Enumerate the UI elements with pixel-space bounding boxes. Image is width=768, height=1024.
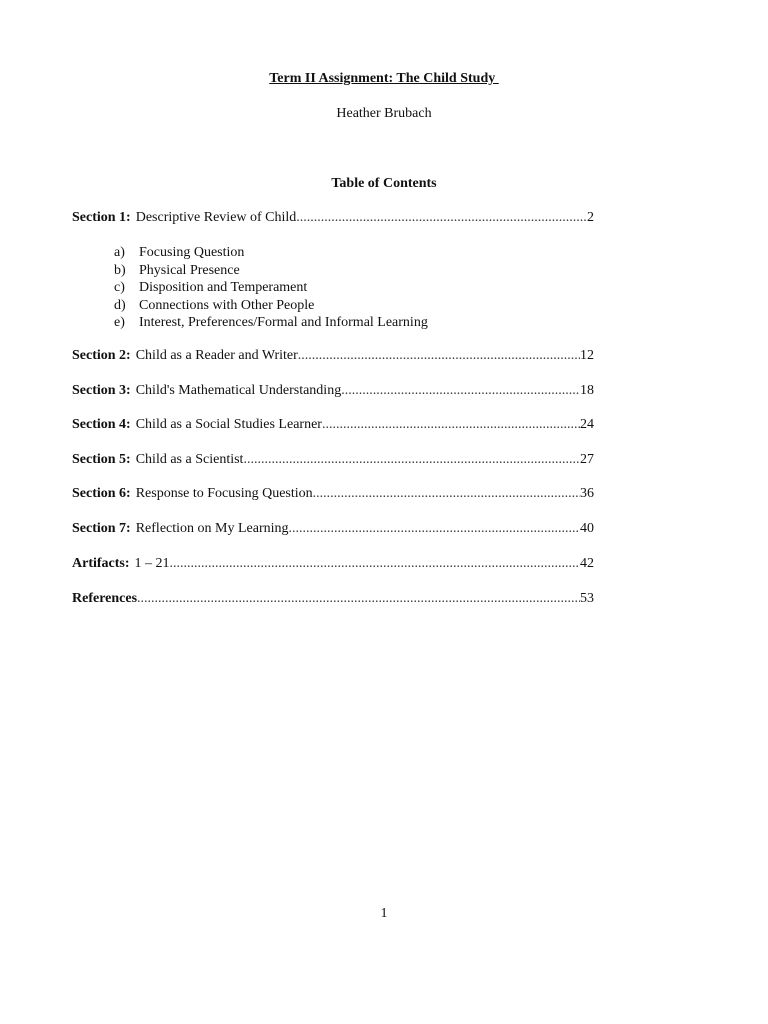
toc-text: Reflection on My Learning [135, 521, 289, 536]
section-1-subitems [114, 244, 428, 332]
toc-label: Artifacts: [72, 556, 130, 571]
toc-page-number: 36 [580, 486, 594, 501]
toc-entry-section-3 [72, 383, 594, 399]
toc-page-number: 53 [580, 591, 594, 606]
list-item-text: Physical Presence [139, 262, 240, 278]
toc-leader [137, 591, 580, 607]
toc-entry-references [72, 591, 594, 607]
toc-entry-section-1 [72, 210, 594, 226]
toc-entry-section-5 [72, 452, 594, 468]
toc-label: Section 5: [72, 452, 131, 467]
toc-leader [322, 417, 580, 433]
list-marker: d) [114, 297, 126, 313]
toc-page-number: 27 [580, 452, 594, 467]
toc-page-number: 2 [587, 210, 594, 225]
list-item-text: Disposition and Temperament [139, 280, 308, 295]
toc-leader [296, 210, 587, 226]
toc-leader [289, 521, 580, 537]
toc-text: Response to Focusing Question [135, 486, 313, 501]
toc-label: References [72, 591, 138, 606]
list-item [114, 297, 428, 315]
toc-leader [341, 383, 580, 399]
author-name: Heather Brubach [336, 106, 432, 121]
list-marker: e) [114, 315, 125, 330]
toc-page-number: 40 [580, 521, 594, 536]
list-item [114, 314, 428, 332]
list-item-text: Interest, Preferences/Formal and Informal Learning [139, 315, 428, 330]
list-item [114, 279, 428, 297]
toc-leader [170, 556, 580, 572]
toc-entry-section-2 [72, 348, 594, 364]
page-number: 1 [380, 906, 388, 921]
toc-page-number: 12 [580, 348, 594, 363]
list-marker: b) [114, 262, 126, 278]
list-item [114, 262, 428, 280]
toc-text: 1 – 21 [134, 556, 170, 571]
toc-heading: Table of Contents [331, 176, 437, 191]
toc-page-number: 24 [580, 417, 594, 432]
toc-leader [298, 348, 580, 364]
toc-label: Section 4: [72, 417, 131, 432]
toc-page-number: 18 [580, 383, 594, 398]
toc-text: Child as a Social Studies Learner [135, 417, 322, 432]
toc-leader [243, 452, 580, 468]
toc-leader [313, 486, 580, 502]
list-item [114, 244, 428, 262]
toc-label: Section 6: [72, 486, 131, 501]
toc-text: Child as a Reader and Writer [135, 348, 298, 363]
toc-label: Section 3: [72, 383, 131, 398]
toc-entry-artifacts [72, 556, 594, 572]
toc-text: Descriptive Review of Child [135, 210, 297, 225]
document-title: Term II Assignment: The Child Study [269, 71, 499, 86]
list-marker: c) [114, 280, 125, 295]
toc-label: Section 1: [72, 210, 131, 225]
toc-label: Section 2: [72, 348, 131, 363]
toc-page-number: 42 [580, 556, 594, 571]
toc-entry-section-6 [72, 486, 594, 502]
list-item-text: Connections with Other People [139, 297, 315, 313]
toc-label: Section 7: [72, 521, 131, 536]
list-marker: a) [114, 245, 125, 260]
toc-entry-section-7 [72, 521, 594, 537]
toc-text: Child's Mathematical Understanding [135, 383, 342, 398]
toc-text: Child as a Scientist [135, 452, 244, 467]
toc-entry-section-4 [72, 417, 594, 433]
list-item-text: Focusing Question [139, 245, 245, 260]
